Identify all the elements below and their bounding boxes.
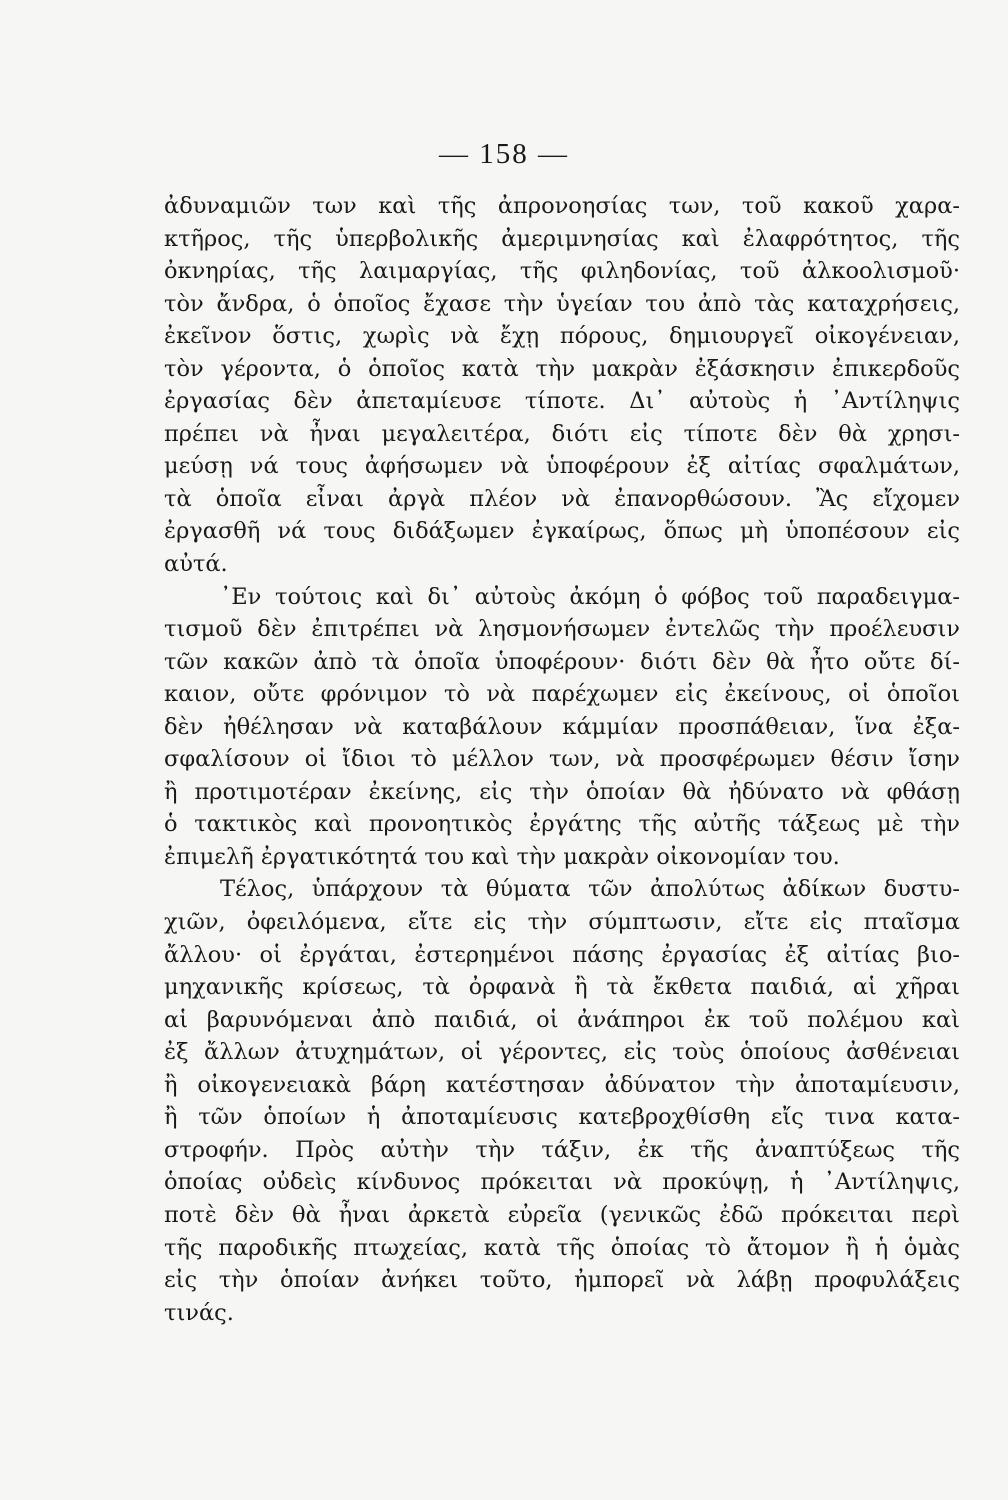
- text-line: πρέπει νὰ ἦναι μεγαλειτέρα, διότι εἰς τίποτε δὲν θὰ χρησι-: [164, 420, 960, 447]
- text-line: αἱ βαρυνόμεναι ἀπὸ παιδιά, οἱ ἀνάπηροι ἐκ τοῦ πολέμου καὶ: [164, 1006, 960, 1033]
- text-line: χιῶν, ὀφειλόμενα, εἴτε εἰς τὴν σύμπτωσιν, εἴτε εἰς πταῖσμα: [164, 909, 960, 936]
- text-line: τινάς.: [164, 1299, 234, 1326]
- text-line: εἰς τὴν ὁποίαν ἀνήκει τοῦτο, ἠμπορεῖ νὰ λάβῃ προφυλάξεις: [164, 1267, 960, 1294]
- text-line: ἄλλου· οἱ ἐργάται, ἐστερημένοι πάσης ἐργασίας ἐξ αἰτίας βιο-: [164, 941, 960, 968]
- text-line: ποτὲ δὲν θὰ ἦναι ἀρκετὰ εὐρεῖα (γενικῶς ἐδῶ πρόκειται περὶ: [164, 1201, 960, 1228]
- text-line: ἐκεῖνον ὅστις, χωρὶς νὰ ἔχῃ πόρους, δημιουργεῖ οἰκογένειαν,: [164, 323, 960, 350]
- text-line: τῶν κακῶν ἀπὸ τὰ ὁποῖα ὑποφέρουν· διότι δὲν θὰ ἦτο οὔτε δί-: [164, 648, 960, 675]
- text-line: τισμοῦ δὲν ἐπιτρέπει νὰ λησμονήσωμεν ἐντελῶς τὴν προέλευσιν: [164, 616, 960, 643]
- text-line: κτῆρος, τῆς ὑπερβολικῆς ἀμεριμνησίας καὶ ἐλαφρότητος, τῆς: [164, 225, 960, 252]
- text-line: καιον, οὔτε φρόνιμον τὸ νὰ παρέχωμεν εἰς ἐκείνους, οἱ ὁποῖοι: [164, 681, 960, 708]
- text-line: τὰ ὁποῖα εἶναι ἀργὰ πλέον νὰ ἐπανορθώσουν. Ἂς εἴχομεν: [164, 485, 960, 512]
- text-line: μηχανικῆς κρίσεως, τὰ ὀρφανὰ ἢ τὰ ἔκθετα παιδιά, αἱ χῆραι: [164, 974, 960, 1001]
- text-line: ἢ προτιμοτέραν ἐκείνης, εἰς τὴν ὁποίαν θὰ ἠδύνατο νὰ φθάσῃ: [164, 778, 960, 805]
- text-line: στροφήν. Πρὸς αὐτὴν τὴν τάξιν, ἐκ τῆς ἀναπτύξεως τῆς: [164, 1136, 960, 1163]
- text-line: ἐργασίας δὲν ἀπεταμίευσε τίποτε. Δι᾿ αὐτοὺς ἡ ᾿Αντίληψις: [164, 388, 960, 415]
- text-line: αὐτά.: [164, 551, 228, 578]
- text-line: μεύσῃ νά τους ἀφήσωμεν νὰ ὑποφέρουν ἐξ αἰτίας σφαλμάτων,: [164, 453, 960, 480]
- text-line: ὁ τακτικὸς καὶ προνοητικὸς ἐργάτης τῆς αὐτῆς τάξεως μὲ τὴν: [164, 811, 960, 838]
- text-line: ᾿Εν τούτοις καὶ δι᾿ αὐτοὺς ἀκόμη ὁ φόβος τοῦ παραδειγμα-: [220, 583, 960, 610]
- text-line: ὁποίας οὐδεὶς κίνδυνος πρόκειται νὰ προκύψῃ, ἡ ᾿Αντίληψις,: [164, 1169, 960, 1196]
- text-line: δὲν ἠθέλησαν νὰ καταβάλουν κάμμίαν προσπάθειαν, ἵνα ἐξα-: [164, 713, 960, 740]
- text-line: τὸν γέροντα, ὁ ὁποῖος κατὰ τὴν μακρὰν ἐξάσκησιν ἐπικερδοῦς: [164, 355, 960, 382]
- text-line: Τέλος, ὑπάρχουν τὰ θύματα τῶν ἀπολύτως ἀδίκων δυστυ-: [220, 876, 960, 903]
- text-line: ἢ οἰκογενειακὰ βάρη κατέστησαν ἀδύνατον τὴν ἀποταμίευσιν,: [164, 1071, 960, 1098]
- text-line: ὀκνηρίας, τῆς λαιμαργίας, τῆς φιληδονίας, τοῦ ἀλκοολισμοῦ·: [164, 258, 960, 285]
- text-line: τὸν ἄνδρα, ὁ ὁποῖος ἔχασε τὴν ὑγείαν του ἀπὸ τὰς καταχρήσεις,: [164, 290, 960, 317]
- text-line: ἀδυναμιῶν των καὶ τῆς ἀπρονοησίας των, τοῦ κακοῦ χαρα-: [164, 193, 960, 219]
- text-line: ἢ τῶν ὁποίων ἡ ἀποταμίευσις κατεβροχθίσθη εἴς τινα κατα-: [164, 1104, 960, 1131]
- body-text: [164, 190, 960, 1329]
- text-line: ἐξ ἄλλων ἀτυχημάτων, οἱ γέροντες, εἰς τοὺς ὁποίους ἀσθένειαι: [164, 1039, 960, 1066]
- text-line: ἐπιμελῆ ἐργατικότητά του καὶ τὴν μακρὰν οἰκονομίαν του.: [164, 843, 840, 870]
- text-line: τῆς παροδικῆς πτωχείας, κατὰ τῆς ὁποίας τὸ ἄτομον ἢ ἡ ὁμὰς: [164, 1234, 960, 1261]
- text-line: σφαλίσουν οἱ ἴδιοι τὸ μέλλον των, νὰ προσφέρωμεν θέσιν ἴσην: [164, 746, 960, 773]
- page-number: — 158 —: [439, 138, 569, 170]
- text-line: ἐργασθῆ νά τους διδάξωμεν ἐγκαίρως, ὅπως μὴ ὑποπέσουν εἰς: [164, 518, 960, 545]
